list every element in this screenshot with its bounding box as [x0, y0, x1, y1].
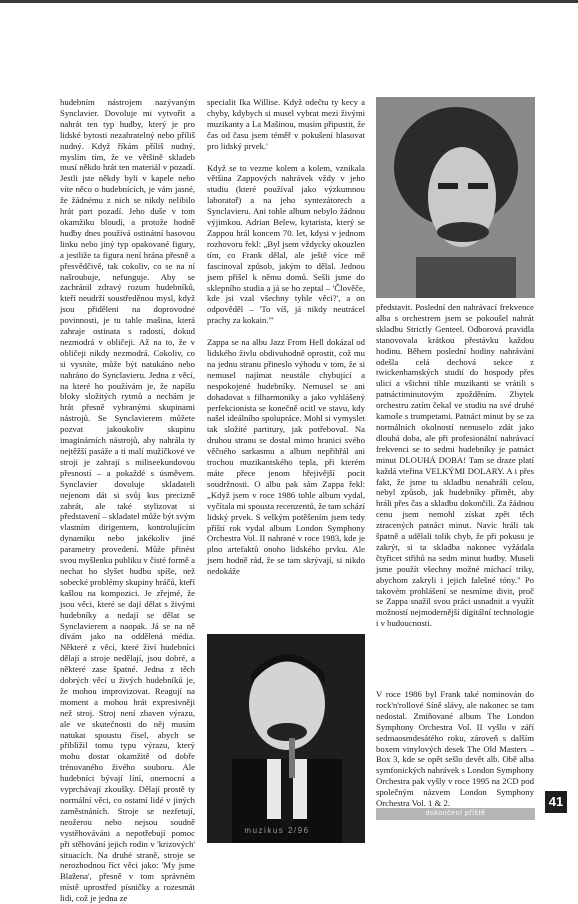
portrait-photo	[376, 97, 535, 298]
top-strip	[0, 0, 578, 3]
performer-photo	[207, 634, 365, 843]
paragraph: specialit Ika Willise. Když odečtu ty kecy a chyby, kdybych si musel vybrat mezi živými muzikanty a La Mašinou, musím připustit, že čas od času jsem téměř v pokušení hlasovat pro lidský prvek.'	[207, 97, 365, 151]
paragraph: Zappa se na albu Jazz From Hell dokázal od lidského živlu obdivuhodně oprostit, což mu na jednu stranu přineslo výhodu v tom, že si nemusel najímat neustále chybující a nespokojené hudebníky. Nemusel se ani dohadovat s filharmoniky a jako vyhlášený perfekcionista se konečně ocitl ve stavu, kdy našel ideálního spolupráce. Mohl si vymyslet tak složité partitury, jak potřeboval. Na druhou stranu se dostal mimo hranici svého věčného sarkasmu a album nepřihřál ani trochou muzikantského tepla, při kterém máte přece jenom hřejivější pocit soudržnosti. O albu pak sám Zappa řekl: „Když jsem v roce 1986 tohle album vydal, vyčítala mi spousta recenzentů, že tam schází lidský prvek. S velkým potěšením jsem tedy příští rok vydal album London Symphony Orchestra Vol. II nahrané v roce 1983, kde je plno artefaktů onoho lidského prvku. Ale jsem hodně rád, že se tam skrývají, si nikdo nedokáže	[207, 337, 365, 577]
portrait-illustration	[376, 97, 535, 298]
column-left	[60, 97, 195, 904]
paragraph: hudebním nástrojem nazývaným Synclavier. Dovoluje mi vytvořit a nahrát ten typ hudby, který je pro lidské bytosti nezahratelný nebo příliš nudný. Když říkám příliš nudný, myslím tím, že ve většině skladeb musí někdo hrát ten materiál v pozadí. Jestli jste někdy byli v kapele nebo víte něco o hudebnících, je vám jasné, že žádnému z nich se nikdy nelíbilo hrát part pozadí. Jeho duše v tom okamžiku bloudí, a protože hodně hudby dnes používá ostinátní basovou linku nebo jiný typ opakované figury, a jestliže ta figura není hrána přesně a přesvědčivě, tak cokoliv, co se na ní našroubuje, nefunguje. Aby se zachránil zdravý rozum hudebníků, kteří neudrží soustředěnou mysl, když jsou přiděleni na doprovodné povinnosti, je tu tahle mašina, která zahraje ostinata s radostí, dokud nezmodrá v obličeji. Až na to, že v obličeji nikdy nezmodrá. Cokoliv, co si vysníte, může být natukáno nebo nahráno do Synclavieru. Jedna z věcí, na které ho používám je, že napíšu bloky složitých rytmů a nechám je hrát přesně vybranými skupinami nástrojů. Se Synclavierem můžete pozvat jakoukoliv skupinu imaginárních nástrojů, aby nahrála ty nejtěžší pasáže a ti malí mužíčkové ve stroji je zahrají s miliseekundovou přesností – a pokaždé s úsměvem. Synclavier dovoluje skladateli nejenom dát si svůj kus precizně zahrát, ale také stylizovat si představení – skladatel může být svým vlastním dirigentem, kontrolujícím dynamiku nebo jakékoliv jiné parametry provedení. Může přinést svou myšlenku publiku v čisté formě a nechat ho slyšet hudbu spíše, než sobecké problémy skupiny hráčů, kteří kašlou na kompozici. Je zřejmé, že jsou věci, které se dají dělat s živými hudebníky a nedají se dělat se Synclavierem a naopak. Já se na ně dívám jako na oddělená média. Některé z věcí, které živí hudebníci dělají a stroje nedělají, jsou dobré, a některé zase špatné. Jedna z těch dobrých věcí u živých hudebníků je, že mohou improvizovat. Reagují na moment a mohou hrát expresivněji než stroj. Stroj není zbaven výrazu, ale ve skutečnosti do něj musím natukat spoustu čísel, abych se přiblížil tomu typu výrazu, který mohu dostat okamžitě od dobře trénovaného živého souboru. Ale hudebníci bývají líní, onemocní a vyprchávají zkoušky. Dělají prostě ty normální věci, co ostatní lidé v jiných zaměstnáních. Stroje se nezfetují, neožerou nebo nejsou soudně vystěhováváni a nepotřebují pomoc při stěhování jejich rodin v 'krizových' situacích. Na druhé straně, stroje se nerozhodnou říct věci jako: 'My jsme Blažena', přesně v tom správném místě uprostřed písničky a rozesmát lidi, což je jedna ze	[60, 97, 195, 904]
page-number: 41	[545, 791, 567, 813]
footer-magazine: muzikus 2/96	[244, 826, 310, 835]
paragraph: Když se to vezme kolem a kolem, vznikala většina Zappových nahrávek vždy v jeho studiu (které používal jako výzkumnou laboratoř) a na jeho syntezátorech a Synclavieru. Ani tohle album nebylo žádnou výjimkou. Adrian Belew, kytarista, který se Zappou hrál koncem 70. let, kdysi v jednom rozhovoru řekl: „Byl jsem vždycky okouzlen tím, co Frank dělal, ale ještě více mě fascinoval způsob, jakým to dělal. Jednou jsem přišel k němu domů. Sešli jsme do sklepního studia a já se ho zeptal – 'Člověče, kde jsi vzal všechny tyhle věci?', a on odpověděl – 'To víš, já nikdy neutrácel prachy za kokain.'"	[207, 162, 365, 326]
column-right-upper	[376, 302, 534, 629]
column-middle	[207, 97, 365, 577]
column-right-lower	[376, 689, 534, 809]
continued-band: dokončení příště	[376, 808, 535, 820]
performer-illustration	[207, 634, 365, 843]
paragraph: V roce 1986 byl Frank také nominován do rock'n'rollové Síně slávy, ale nakonec se tam nedostal. Zmiňované album The London Symphony Orchestra Vol. II vyšlo v září sedmaosmdesátého roku, zároveň s dalším boxem vinylových desek The Old Masters – Box 3, kde se opět sešlo devět alb. Obě alba symfonických nahrávek s London Symphony Orchestra pak vyšly v roce 1995 na 2CD pod společným názvem London Symphony Orchestra Vol. 1 & 2.	[376, 689, 534, 809]
paragraph: představit. Poslední den nahrávací frekvence alba s orchestrem jsem se pokoušel nahrát skladbu Strictly Genteel. Odborová pravidla stanovovala krátkou přestávku každou hodinu. Během poslední hodiny nahrávání odešla celá dechová sekce z twickenhamských studií do hospody přes ulici a všichni tihle muzikanti se vrátili s patnáctiminutovým zpožděním. Zbytek orchestru zatím čekal ve studiu na své druhé kamoše s trumpetami. Patnáct minut by se za normálních okolností nemuselo zdát jako dlouhá doba, ale při profesionální nahrávací frekvenci se to sedmi hudebníky je patnáct minut DLOUHÁ DOBA! Tam se draze platí každá vteřina VELKÝMI DOLARY. A i přes fakt, že jsme tu skladbu nenahráli celou, nebyl způsob, jak hudebníky přimět, aby hráli přes čas a skladbu dokončili. Za žádnou cenu jsem nemohl získat zpět těch ztracených patnáct minut. Navíc hráli tak špatně a udělali tolik chyb, že při pokusu je zakrýt, si ta skladba nakonec vyžádala čtyřicet střihů na sedm minut hudby. Museli jsme použít všechny možné míchací triky, abychom zakryli i jejich falešné tóny." Po takovém prohlášení se nesmíme divit, proč se Zappa snažil svou práci usnadnit a využít možností nejmodernější digitální technologie i v budoucnosti.	[376, 302, 534, 629]
